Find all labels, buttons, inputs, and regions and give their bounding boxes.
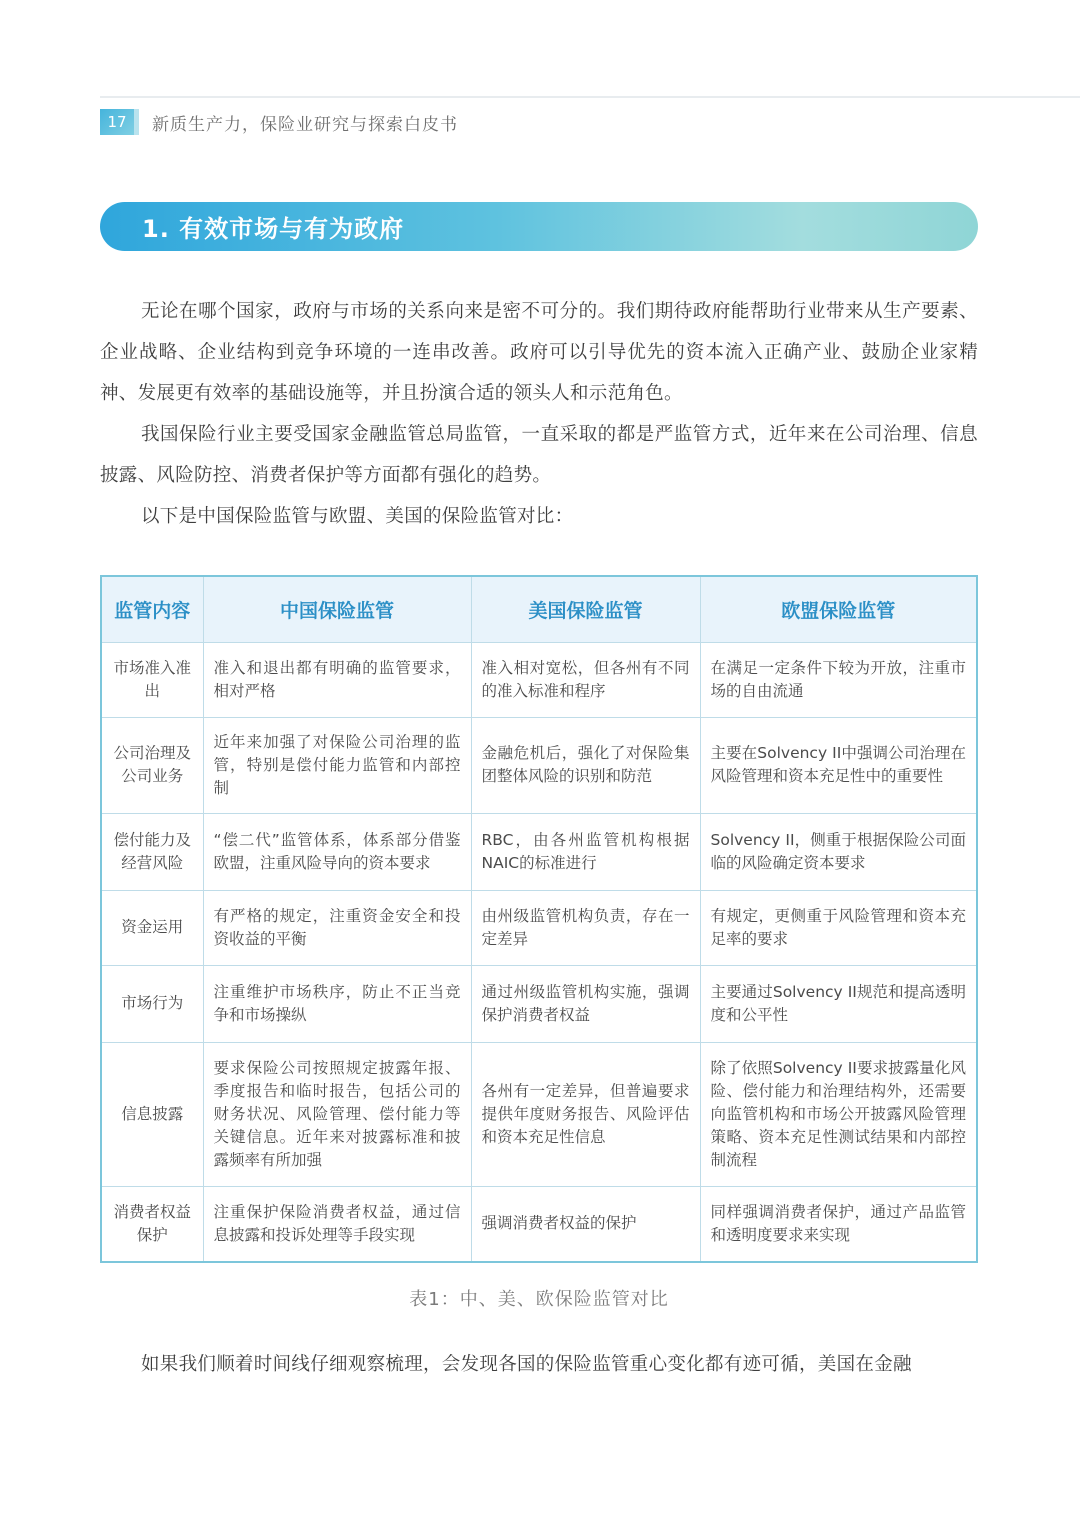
table-row (102, 1042, 976, 1186)
row-category: 市场行为 (102, 965, 203, 1042)
usa-cell: 通过州级监管机构实施，强调保护消费者权益 (471, 965, 700, 1042)
china-cell: 注重维护市场秩序，防止不正当竞争和市场操纵 (203, 965, 471, 1042)
table-row (102, 642, 976, 717)
eu-cell: 同样强调消费者保护，通过产品监管和透明度要求来实现 (710, 1202, 966, 1244)
eu-cell: 除了依照Solvency II要求披露量化风险、偿付能力和治理结构外，还需要向监管机构和市场公开披露风险管理策略、资本充足性测试结果和内部控制流程 (700, 1042, 976, 1186)
eu-cell: 有规定，更侧重于风险管理和资本充足率的要求 (700, 890, 976, 965)
eu-cell: 在满足一定条件下较为开放，注重市场的自由流通 (700, 642, 976, 717)
table-header-row (102, 577, 976, 642)
row-category: 资金运用 (102, 890, 203, 965)
paragraph-1: 无论在哪个国家，政府与市场的关系向来是密不可分的。我们期待政府能帮助行业带来从生产要素、企业战略、企业结构到竞争环境的一连串改善。政府可以引导优先的资本流入正确产业、鼓励企业家精神、发展更有效率的基础设施等，并且扮演合适的领头人和示范角色。 (100, 301, 978, 404)
usa-cell: 各州有一定差异，但普遍要求提供年度财务报告、风险评估和资本充足性信息 (471, 1042, 700, 1186)
eu-cell: 主要在Solvency II中强调公司治理在风险管理和资本充足性中的重要性 (700, 717, 976, 813)
row-category: 消费者权益保护 (102, 1186, 203, 1261)
page-number: 17 (100, 109, 134, 135)
header-category: 监管内容 (102, 577, 203, 642)
usa-cell: RBC，由各州监管机构根据NAIC的标准进行 (471, 813, 700, 890)
eu-cell: 主要通过Solvency II规范和提高透明度和公平性 (700, 965, 976, 1042)
table-row (102, 965, 976, 1042)
china-cell: “偿二代”监管体系，体系部分借鉴欧盟，注重风险导向的资本要求 (203, 813, 471, 890)
usa-cell: 金融危机后，强化了对保险集团整体风险的识别和防范 (471, 717, 700, 813)
row-category: 公司治理及公司业务 (102, 717, 203, 813)
table-row (102, 717, 976, 813)
usa-cell: 准入相对宽松，但各州有不同的准入标准和程序 (471, 642, 700, 717)
row-category: 市场准入准出 (102, 642, 203, 717)
china-cell: 注重保护保险消费者权益，通过信息披露和投诉处理等手段实现 (203, 1186, 471, 1261)
section-title: 1. 有效市场与有为政府 (142, 215, 405, 243)
page-header (100, 108, 458, 136)
row-category: 信息披露 (102, 1042, 203, 1186)
paragraph-4: 如果我们顺着时间线仔细观察梳理，会发现各国的保险监管重心变化都有迹可循，美国在金融 (141, 1354, 912, 1375)
header-eu: 欧盟保险监管 (700, 577, 976, 642)
eu-cell: Solvency II，侧重于根据保险公司面临的风险确定资本要求 (700, 813, 976, 890)
header-usa: 美国保险监管 (471, 577, 700, 642)
top-divider (100, 96, 1080, 98)
row-category: 偿付能力及经营风险 (102, 813, 203, 890)
header-china: 中国保险监管 (203, 577, 471, 642)
regulation-comparison-table (100, 575, 978, 1263)
table-caption: 表1：中、美、欧保险监管对比 (409, 1289, 669, 1310)
china-cell: 近年来加强了对保险公司治理的监管，特别是偿付能力监管和内部控制 (203, 717, 471, 813)
running-title: 新质生产力，保险业研究与探索白皮书 (152, 114, 458, 135)
china-cell: 有严格的规定，注重资金安全和投资收益的平衡 (203, 890, 471, 965)
table-row (102, 813, 976, 890)
paragraph-2: 我国保险行业主要受国家金融监管总局监管，一直采取的都是严监管方式，近年来在公司治理、信息披露、风险防控、消费者保护等方面都有强化的趋势。 (100, 424, 978, 486)
paragraph-3: 以下是中国保险监管与欧盟、美国的保险监管对比： (141, 506, 574, 527)
table-row (102, 890, 976, 965)
usa-cell: 由州级监管机构负责，存在一定差异 (471, 890, 700, 965)
usa-cell: 强调消费者权益的保护 (471, 1186, 700, 1261)
china-cell: 要求保险公司按照规定披露年报、季度报告和临时报告，包括公司的财务状况、风险管理、偿付能力等关键信息。近年来对披露标准和披露频率有所加强 (203, 1042, 471, 1186)
china-cell: 准入和退出都有明确的监管要求，相对严格 (203, 642, 471, 717)
table-row (102, 1186, 976, 1261)
section-heading-bar (100, 202, 978, 251)
